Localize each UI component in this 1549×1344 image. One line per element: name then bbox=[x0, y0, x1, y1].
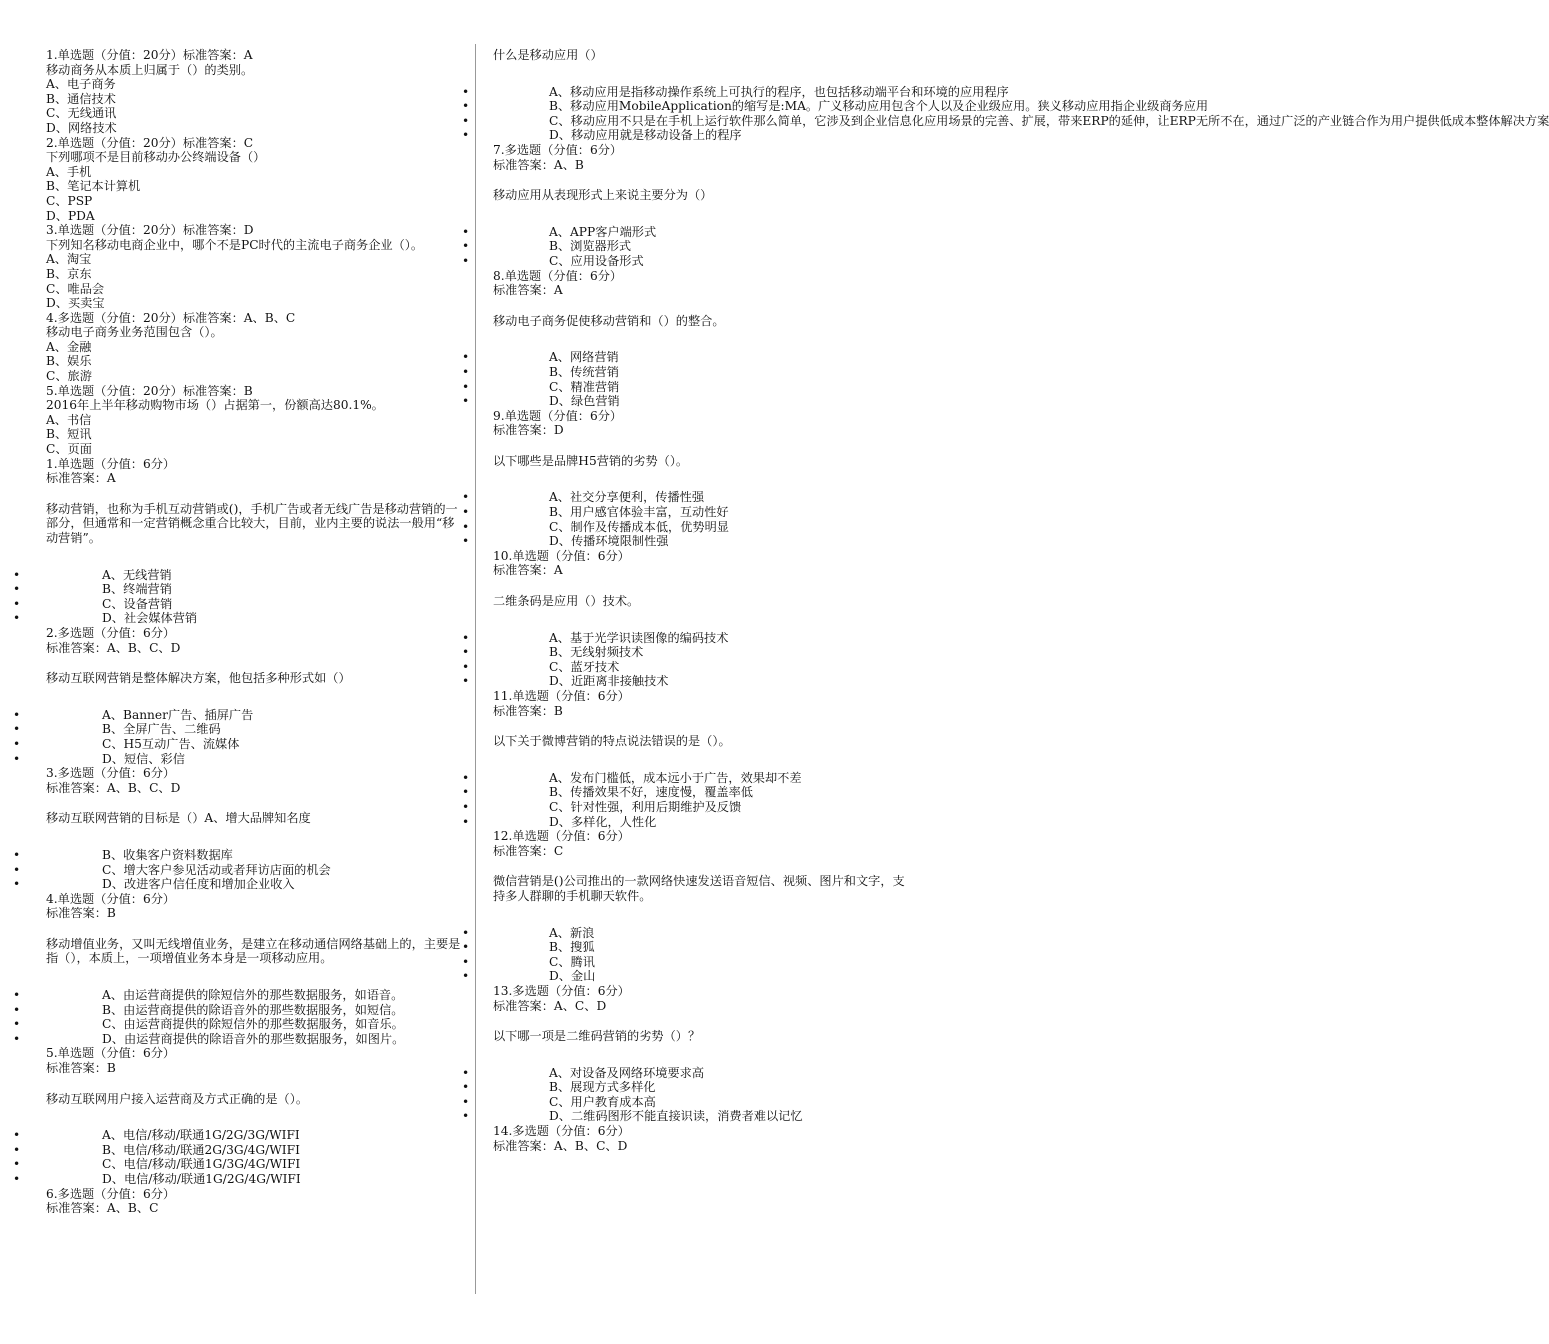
question-text: 下列哪项不是目前移动办公终端设备（） bbox=[46, 150, 266, 165]
option-label: A、基于光学识读图像的编码技术 bbox=[549, 630, 729, 645]
option: A、书信 bbox=[46, 412, 92, 427]
standard-answer: 标准答案：B bbox=[46, 1061, 116, 1076]
bullet-icon: • bbox=[462, 505, 470, 520]
question-text: 移动电子商务促使移动营销和（）的整合。 bbox=[493, 313, 725, 328]
question-header: 11.单选题（分值：6分） bbox=[493, 689, 630, 703]
question-header: 5.单选题（分值：6分） bbox=[46, 1046, 176, 1061]
option-item bbox=[13, 707, 464, 723]
option-label: C、增大客户参见活动或者拜访店面的机会 bbox=[102, 862, 331, 877]
option-item bbox=[13, 611, 464, 626]
standard-answer: 标准答案：A、B bbox=[493, 157, 584, 172]
option-item bbox=[13, 1017, 464, 1032]
option: B、京东 bbox=[46, 266, 92, 281]
question-item bbox=[462, 689, 913, 829]
standard-answer: 标准答案：A、B、C、D bbox=[46, 640, 181, 655]
question-text: 下列知名移动电商企业中，哪个不是PC时代的主流电子商务企业（）。 bbox=[46, 237, 424, 252]
standard-answer: 标准答案：A、B、C bbox=[46, 1201, 159, 1216]
option-item bbox=[462, 519, 913, 535]
option-item bbox=[462, 940, 913, 955]
question-text: 移动互联网营销的目标是（）A、增大品牌知名度 bbox=[46, 811, 311, 826]
option-item bbox=[462, 954, 913, 970]
question-header: 1.单选题（分值：6分） bbox=[46, 456, 176, 471]
option-label: D、社会媒体营销 bbox=[102, 611, 198, 626]
option-item bbox=[13, 1128, 464, 1143]
option-label: C、腾讯 bbox=[549, 954, 595, 969]
option-item bbox=[462, 99, 1209, 114]
option: D、买卖宝 bbox=[46, 296, 105, 311]
option: B、短讯 bbox=[46, 427, 92, 442]
question-text: 以下哪些是品牌H5营销的劣势（）。 bbox=[493, 453, 689, 468]
quiz-block bbox=[46, 384, 464, 457]
option-item bbox=[462, 925, 913, 941]
question-text: 移动增值业务，又叫无线增值业务，是建立在移动通信网络基础上的，主要是指（），本质上，一项增值业务本身是一项移动应用。 bbox=[46, 936, 461, 966]
bullet-icon: • bbox=[462, 954, 470, 969]
option-item bbox=[462, 379, 913, 395]
question-item bbox=[13, 625, 464, 766]
option-item bbox=[13, 988, 464, 1003]
option-label: C、精准营销 bbox=[549, 379, 620, 394]
question-item bbox=[46, 1187, 464, 1216]
quiz-block bbox=[46, 48, 464, 136]
question-item bbox=[462, 983, 913, 1124]
question-header: 6.多选题（分值：6分） bbox=[46, 1186, 176, 1201]
option-item bbox=[462, 785, 913, 800]
option-label: D、改进客户信任度和增加企业收入 bbox=[102, 877, 295, 892]
option-item bbox=[13, 567, 464, 583]
standard-answer: 标准答案：A、B、C、D bbox=[46, 780, 181, 795]
option-label: B、移动应用MobileApplication的缩写是:MA。广义移动应用包含个人以及企业级应用。狭义移动应用指企业级商务应用 bbox=[549, 99, 1209, 114]
bullet-icon: • bbox=[13, 611, 21, 626]
option-item bbox=[13, 596, 464, 612]
option-label: C、蓝牙技术 bbox=[549, 659, 620, 674]
option-label: D、多样化，人性化 bbox=[549, 814, 657, 829]
bullet-icon: • bbox=[13, 862, 21, 877]
bullet-icon: • bbox=[13, 1142, 21, 1157]
question-item bbox=[462, 142, 913, 269]
option: C、无线通讯 bbox=[46, 106, 117, 121]
standard-answer: 标准答案：C bbox=[493, 843, 564, 858]
option-item bbox=[462, 394, 913, 409]
option: C、唯品会 bbox=[46, 281, 105, 296]
option: C、旅游 bbox=[46, 369, 92, 384]
option-item bbox=[462, 253, 913, 269]
question-item bbox=[462, 408, 913, 549]
question-header: 12.单选题（分值：6分） bbox=[493, 829, 630, 844]
option: B、娱乐 bbox=[46, 354, 92, 369]
standard-answer: 标准答案：A、C、D bbox=[493, 998, 607, 1013]
option-item bbox=[13, 1157, 464, 1172]
question-header: 4.单选题（分值：6分） bbox=[46, 891, 176, 906]
bullet-icon: • bbox=[462, 940, 470, 955]
question-item bbox=[13, 891, 464, 1047]
question-header: 1.单选题（分值：20分）标准答案：A bbox=[46, 48, 253, 62]
question-header: 8.单选题（分值：6分） bbox=[493, 268, 623, 283]
bullet-icon: • bbox=[462, 799, 470, 814]
option-item bbox=[462, 505, 913, 520]
option-item bbox=[13, 1002, 464, 1018]
option-item bbox=[462, 659, 913, 675]
option-item bbox=[462, 969, 913, 984]
bullet-icon: • bbox=[13, 1002, 21, 1017]
bullet-icon: • bbox=[462, 350, 470, 365]
option-item bbox=[13, 1172, 464, 1187]
question-header: 10.单选题（分值：6分） bbox=[493, 548, 630, 563]
option-label: D、金山 bbox=[549, 969, 596, 984]
option-item bbox=[13, 877, 464, 892]
question-item bbox=[13, 456, 464, 626]
option-item bbox=[462, 1094, 913, 1110]
question-header: 4.多选题（分值：20分）标准答案：A、B、C bbox=[46, 310, 296, 325]
option-item bbox=[13, 1142, 464, 1158]
bullet-icon: • bbox=[13, 582, 21, 597]
option-item bbox=[13, 751, 464, 767]
standard-answer: 标准答案：D bbox=[493, 423, 564, 438]
option-label: C、H5互动广告、流媒体 bbox=[102, 736, 240, 751]
option-label: C、电信/移动/联通1G/3G/4G/WIFI bbox=[102, 1157, 301, 1172]
bullet-icon: • bbox=[462, 645, 470, 660]
option-label: C、针对性强，利用后期维护及反馈 bbox=[549, 799, 742, 814]
question-text: 以下哪一项是二维码营销的劣势（）？ bbox=[493, 1029, 701, 1044]
option-label: C、由运营商提供的除短信外的那些数据服务，如音乐。 bbox=[102, 1017, 404, 1032]
option: A、电子商务 bbox=[46, 77, 116, 92]
bullet-icon: • bbox=[13, 736, 21, 751]
bullet-icon: • bbox=[462, 99, 470, 114]
standard-answer: 标准答案：A bbox=[493, 283, 563, 298]
option-label: C、设备营销 bbox=[102, 596, 173, 611]
option-label: D、近距离非接触技术 bbox=[549, 674, 669, 689]
question-header: 2.多选题（分值：6分） bbox=[46, 625, 176, 640]
option-label: D、绿色营销 bbox=[549, 394, 620, 409]
option-label: A、社交分享便利，传播性强 bbox=[549, 490, 705, 505]
option-label: D、移动应用就是移动设备上的程序 bbox=[549, 128, 742, 143]
option-item bbox=[462, 534, 913, 549]
option-label: D、传播环境限制性强 bbox=[549, 534, 669, 549]
option-label: D、由运营商提供的除语音外的那些数据服务，如图片。 bbox=[102, 1031, 405, 1046]
option-item bbox=[462, 645, 913, 660]
bullet-icon: • bbox=[13, 877, 21, 892]
question-item bbox=[462, 829, 913, 984]
column-divider bbox=[475, 44, 476, 1294]
option: C、PSP bbox=[46, 193, 93, 208]
option-label: B、传播效果不好，速度慢，覆盖率低 bbox=[549, 785, 753, 800]
option-label: B、终端营销 bbox=[102, 582, 172, 597]
standard-answer: 标准答案：A bbox=[493, 563, 563, 578]
option-item bbox=[462, 350, 913, 365]
standard-answer: 标准答案：A bbox=[46, 471, 116, 486]
left-column bbox=[13, 48, 464, 1216]
question-header: 7.多选题（分值：6分） bbox=[493, 142, 623, 157]
option-label: A、移动应用是指移动操作系统上可执行的程序，也包括移动端平台和环境的应用程序 bbox=[549, 84, 1009, 99]
bullet-icon: • bbox=[13, 567, 21, 582]
option-label: A、网络营销 bbox=[549, 350, 619, 365]
option-label: A、电信/移动/联通1G/2G/3G/WIFI bbox=[102, 1128, 300, 1143]
option-label: B、搜狐 bbox=[549, 940, 595, 955]
bullet-icon: • bbox=[462, 770, 470, 785]
question-text: 微信营销是()公司推出的一款网络快速发送语音短信、视频、图片和文字，支持多人群聊的手机聊天软件。 bbox=[493, 874, 905, 903]
question-header: 14.多选题（分值：6分） bbox=[493, 1124, 630, 1139]
option-label: A、新浪 bbox=[549, 925, 595, 940]
option-label: C、用户教育成本高 bbox=[549, 1094, 656, 1109]
question-text: 以下关于微博营销的特点说法错误的是（）。 bbox=[493, 734, 731, 749]
question-item bbox=[462, 268, 913, 409]
bullet-icon: • bbox=[13, 1017, 21, 1032]
bullet-icon: • bbox=[462, 785, 470, 800]
option-item bbox=[462, 630, 913, 646]
option: B、通信技术 bbox=[46, 91, 116, 106]
bullet-icon: • bbox=[462, 659, 470, 674]
option-item bbox=[462, 224, 913, 240]
bullet-icon: • bbox=[462, 1094, 470, 1109]
option: A、金融 bbox=[46, 339, 92, 354]
option-label: A、发布门槛低，成本远小于广告，效果却不差 bbox=[549, 770, 802, 785]
option: D、PDA bbox=[46, 208, 95, 223]
question-item bbox=[462, 48, 1549, 143]
bullet-icon: • bbox=[462, 969, 470, 984]
bullet-icon: • bbox=[462, 534, 470, 549]
bullet-icon: • bbox=[462, 519, 470, 534]
option-label: B、传统营销 bbox=[549, 364, 619, 379]
question-item bbox=[462, 548, 913, 689]
option-item bbox=[462, 770, 913, 786]
bullet-icon: • bbox=[462, 814, 470, 829]
option: A、手机 bbox=[46, 164, 92, 179]
question-text: 什么是移动应用（） bbox=[493, 48, 603, 62]
option-label: B、由运营商提供的除语音外的那些数据服务，如短信。 bbox=[102, 1002, 404, 1017]
bullet-icon: • bbox=[462, 674, 470, 689]
bullet-icon: • bbox=[462, 1109, 470, 1124]
question-text: 移动应用从表现形式上来说主要分为（） bbox=[493, 188, 713, 203]
question-item bbox=[13, 766, 464, 892]
question-header: 3.多选题（分值：6分） bbox=[46, 766, 176, 781]
option-label: C、移动应用不只是在手机上运行软件那么简单，它涉及到企业信息化应用场景的完善、扩展，带来ERP的延伸，让ERP无所不在，通过广泛的产业链合作为用户提供低成本整体解决方案 bbox=[549, 113, 1549, 128]
option-label: A、无线营销 bbox=[102, 567, 172, 582]
option-item bbox=[462, 1109, 913, 1124]
option-item bbox=[462, 239, 913, 254]
bullet-icon: • bbox=[462, 925, 470, 940]
option-label: B、无线射频技术 bbox=[549, 645, 644, 660]
question-header: 5.单选题（分值：20分）标准答案：B bbox=[46, 383, 253, 398]
question-header: 2.单选题（分值：20分）标准答案：C bbox=[46, 135, 254, 150]
question-text: 移动互联网用户接入运营商及方式正确的是（）。 bbox=[46, 1091, 309, 1106]
bullet-icon: • bbox=[462, 253, 470, 268]
option-item bbox=[462, 364, 913, 380]
bullet-icon: • bbox=[13, 722, 21, 737]
option-label: B、浏览器形式 bbox=[549, 239, 632, 254]
standard-answer: 标准答案：B bbox=[493, 703, 563, 718]
option-label: D、二维码图形不能直接识读，消费者难以记忆 bbox=[549, 1109, 803, 1124]
option-label: D、短信、彩信 bbox=[102, 751, 185, 766]
option-label: B、全屏广告、二维码 bbox=[102, 722, 221, 737]
option-label: A、Banner广告、插屏广告 bbox=[102, 707, 254, 722]
option-item bbox=[13, 736, 464, 752]
bullet-icon: • bbox=[13, 707, 21, 722]
quiz-block bbox=[46, 136, 464, 224]
option-item bbox=[462, 113, 1549, 129]
option-label: A、APP客户端形式 bbox=[549, 224, 657, 239]
question-item bbox=[13, 1046, 464, 1186]
question-text: 移动互联网营销是整体解决方案，他包括多种形式如（） bbox=[46, 671, 351, 686]
option-label: B、电信/移动/联通2G/3G/4G/WIFI bbox=[102, 1142, 300, 1157]
bullet-icon: • bbox=[13, 988, 21, 1003]
option-label: B、用户感官体验丰富，互动性好 bbox=[549, 505, 729, 520]
question-header: 9.单选题（分值：6分） bbox=[493, 408, 623, 423]
bullet-icon: • bbox=[462, 84, 470, 99]
option-item bbox=[462, 128, 913, 143]
bullet-icon: • bbox=[462, 630, 470, 645]
option-label: B、收集客户资料数据库 bbox=[102, 847, 233, 862]
option-item bbox=[462, 799, 913, 815]
right-column bbox=[462, 48, 1549, 1153]
option-label: D、电信/移动/联通1G/2G/4G/WIFI bbox=[102, 1172, 301, 1186]
bullet-icon: • bbox=[462, 128, 470, 143]
option-item bbox=[462, 674, 913, 689]
option-label: C、应用设备形式 bbox=[549, 253, 644, 268]
question-header: 3.单选题（分值：20分）标准答案：D bbox=[46, 223, 254, 238]
question-text: 移动营销，也称为手机互动营销或()，手机广告或者无线广告是移动营销的一部分，但通常和一定营销概念重合比较大，目前，业内主要的说法一般用“移动营销”。 bbox=[46, 501, 458, 545]
question-text: 2016年上半年移动购物市场（）占据第一，份额高达80.1%。 bbox=[46, 398, 384, 413]
option-item bbox=[13, 1031, 464, 1047]
bullet-icon: • bbox=[13, 1157, 21, 1172]
question-text: 移动商务从本质上归属于（）的类别。 bbox=[46, 62, 254, 77]
option-item bbox=[462, 84, 1009, 100]
bullet-icon: • bbox=[462, 1065, 470, 1080]
bullet-icon: • bbox=[13, 1128, 21, 1143]
question-item bbox=[493, 1124, 913, 1153]
option-item bbox=[13, 582, 464, 597]
bullet-icon: • bbox=[462, 394, 470, 409]
option-item bbox=[462, 1080, 913, 1095]
bullet-icon: • bbox=[462, 364, 470, 379]
option-item bbox=[13, 722, 464, 737]
standard-answer: 标准答案：B bbox=[46, 906, 116, 921]
bullet-icon: • bbox=[462, 113, 470, 128]
option-label: A、对设备及网络环境要求高 bbox=[549, 1065, 705, 1080]
question-header: 13.多选题（分值：6分） bbox=[493, 983, 630, 998]
option: B、笔记本计算机 bbox=[46, 179, 141, 194]
option-item bbox=[13, 847, 464, 863]
option-label: B、展现方式多样化 bbox=[549, 1080, 656, 1095]
bullet-icon: • bbox=[13, 1031, 21, 1046]
question-text: 移动电子商务业务范围包含（）。 bbox=[46, 325, 223, 340]
quiz-block bbox=[46, 223, 464, 311]
option-label: C、制作及传播成本低，优势明显 bbox=[549, 519, 729, 534]
bullet-icon: • bbox=[13, 1172, 21, 1186]
bullet-icon: • bbox=[462, 490, 470, 505]
standard-answer: 标准答案：A、B、C、D bbox=[493, 1138, 628, 1153]
option-item bbox=[462, 490, 913, 505]
bullet-icon: • bbox=[462, 379, 470, 394]
bullet-icon: • bbox=[462, 239, 470, 254]
option: A、淘宝 bbox=[46, 252, 92, 267]
option: D、网络技术 bbox=[46, 120, 117, 135]
bullet-icon: • bbox=[13, 751, 21, 766]
option-item bbox=[462, 814, 913, 830]
option-item bbox=[462, 1065, 913, 1081]
quiz-block bbox=[46, 311, 464, 384]
option-item bbox=[13, 862, 464, 878]
question-text: 二维条码是应用（）技术。 bbox=[493, 594, 640, 609]
option: C、页面 bbox=[46, 442, 92, 457]
bullet-icon: • bbox=[462, 224, 470, 239]
bullet-icon: • bbox=[13, 596, 21, 611]
option-label: A、由运营商提供的除短信外的那些数据服务，如语音。 bbox=[102, 988, 404, 1003]
bullet-icon: • bbox=[462, 1080, 470, 1095]
bullet-icon: • bbox=[13, 847, 21, 862]
